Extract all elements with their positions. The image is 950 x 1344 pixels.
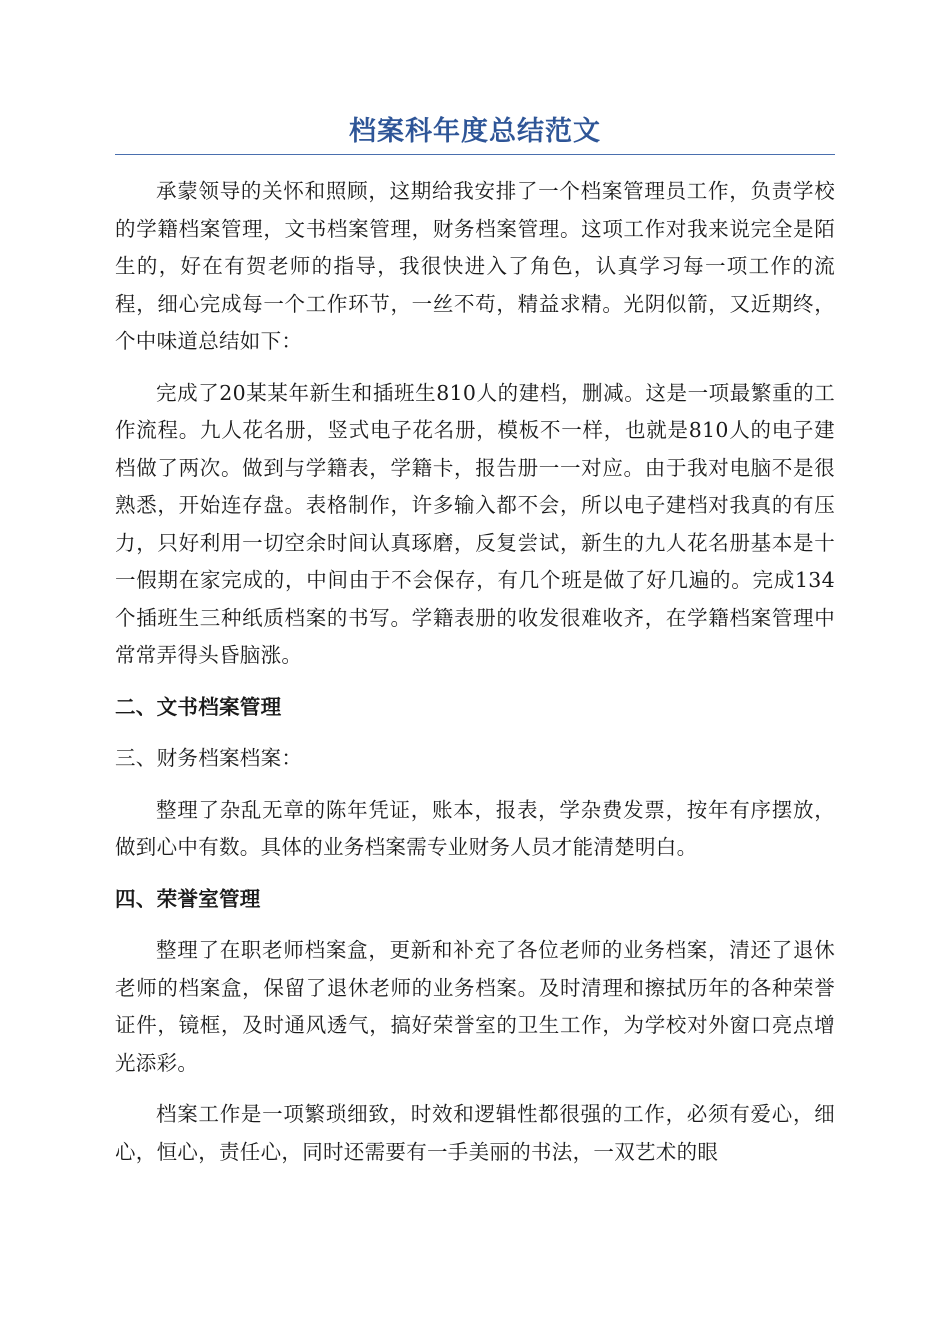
paragraph-student-records: 完成了20某某年新生和插班生810人的建档，删减。这是一项最繁重的工作流程。九人花名册，竖式电子花名册，模板不一样，也就是810人的电子建档做了两次。做到与学籍表，学籍卡，报告册一一对应。由于我对电脑不是很熟悉，开始连存盘。表格制作，许多输入都不会，所以电子建档对我真的有压力，只好利用一切空余时间认真琢磨，反复尝试，新生的九人花名册基本是十一假期在家完成的，中间由于不会保存，有几个班是做了好几遍的。完成134个插班生三种纸质档案的书写。学籍表册的收发很难收齐，在学籍档案管理中常常弄得头昏脑涨。 (115, 380, 835, 667)
paragraph-intro: 承蒙领导的关怀和照顾，这期给我安排了一个档案管理员工作，负责学校的学籍档案管理，文书档案管理，财务档案管理。这项工作对我来说完全是陌生的，好在有贺老师的指导，我很快进入了角色，认真学习每一项工作的流程，细心完成每一个工作环节，一丝不苟，精益求精。光阴似箭，又近期终，个中味道总结如下： (115, 179, 835, 353)
section-heading-finance-archives: 三、财务档案档案： (115, 746, 303, 770)
document-page (115, 112, 835, 1171)
paragraph-honor-room: 整理了在职老师档案盒，更新和补充了各位老师的业务档案，清还了退休老师的档案盒，保留了退休老师的业务档案。及时清理和擦拭历年的各种荣誉证件，镜框，及时通风透气，搞好荣誉室的卫生工作，为学校对外窗口亮点增光添彩。 (115, 938, 835, 1075)
document-title: 档案科年度总结范文 (115, 112, 835, 155)
paragraph-finance: 整理了杂乱无章的陈年凭证，账本，报表，学杂费发票，按年有序摆放，做到心中有数。具体的业务档案需专业财务人员才能清楚明白。 (115, 797, 835, 859)
section-heading-document-archives: 二、文书档案管理 (115, 694, 282, 719)
section-heading-honor-room: 四、荣誉室管理 (115, 886, 261, 911)
paragraph-conclusion: 档案工作是一项繁琐细致，时效和逻辑性都很强的工作，必须有爱心，细心，恒心，责任心，同时还需要有一手美丽的书法，一双艺术的眼 (115, 1102, 835, 1164)
